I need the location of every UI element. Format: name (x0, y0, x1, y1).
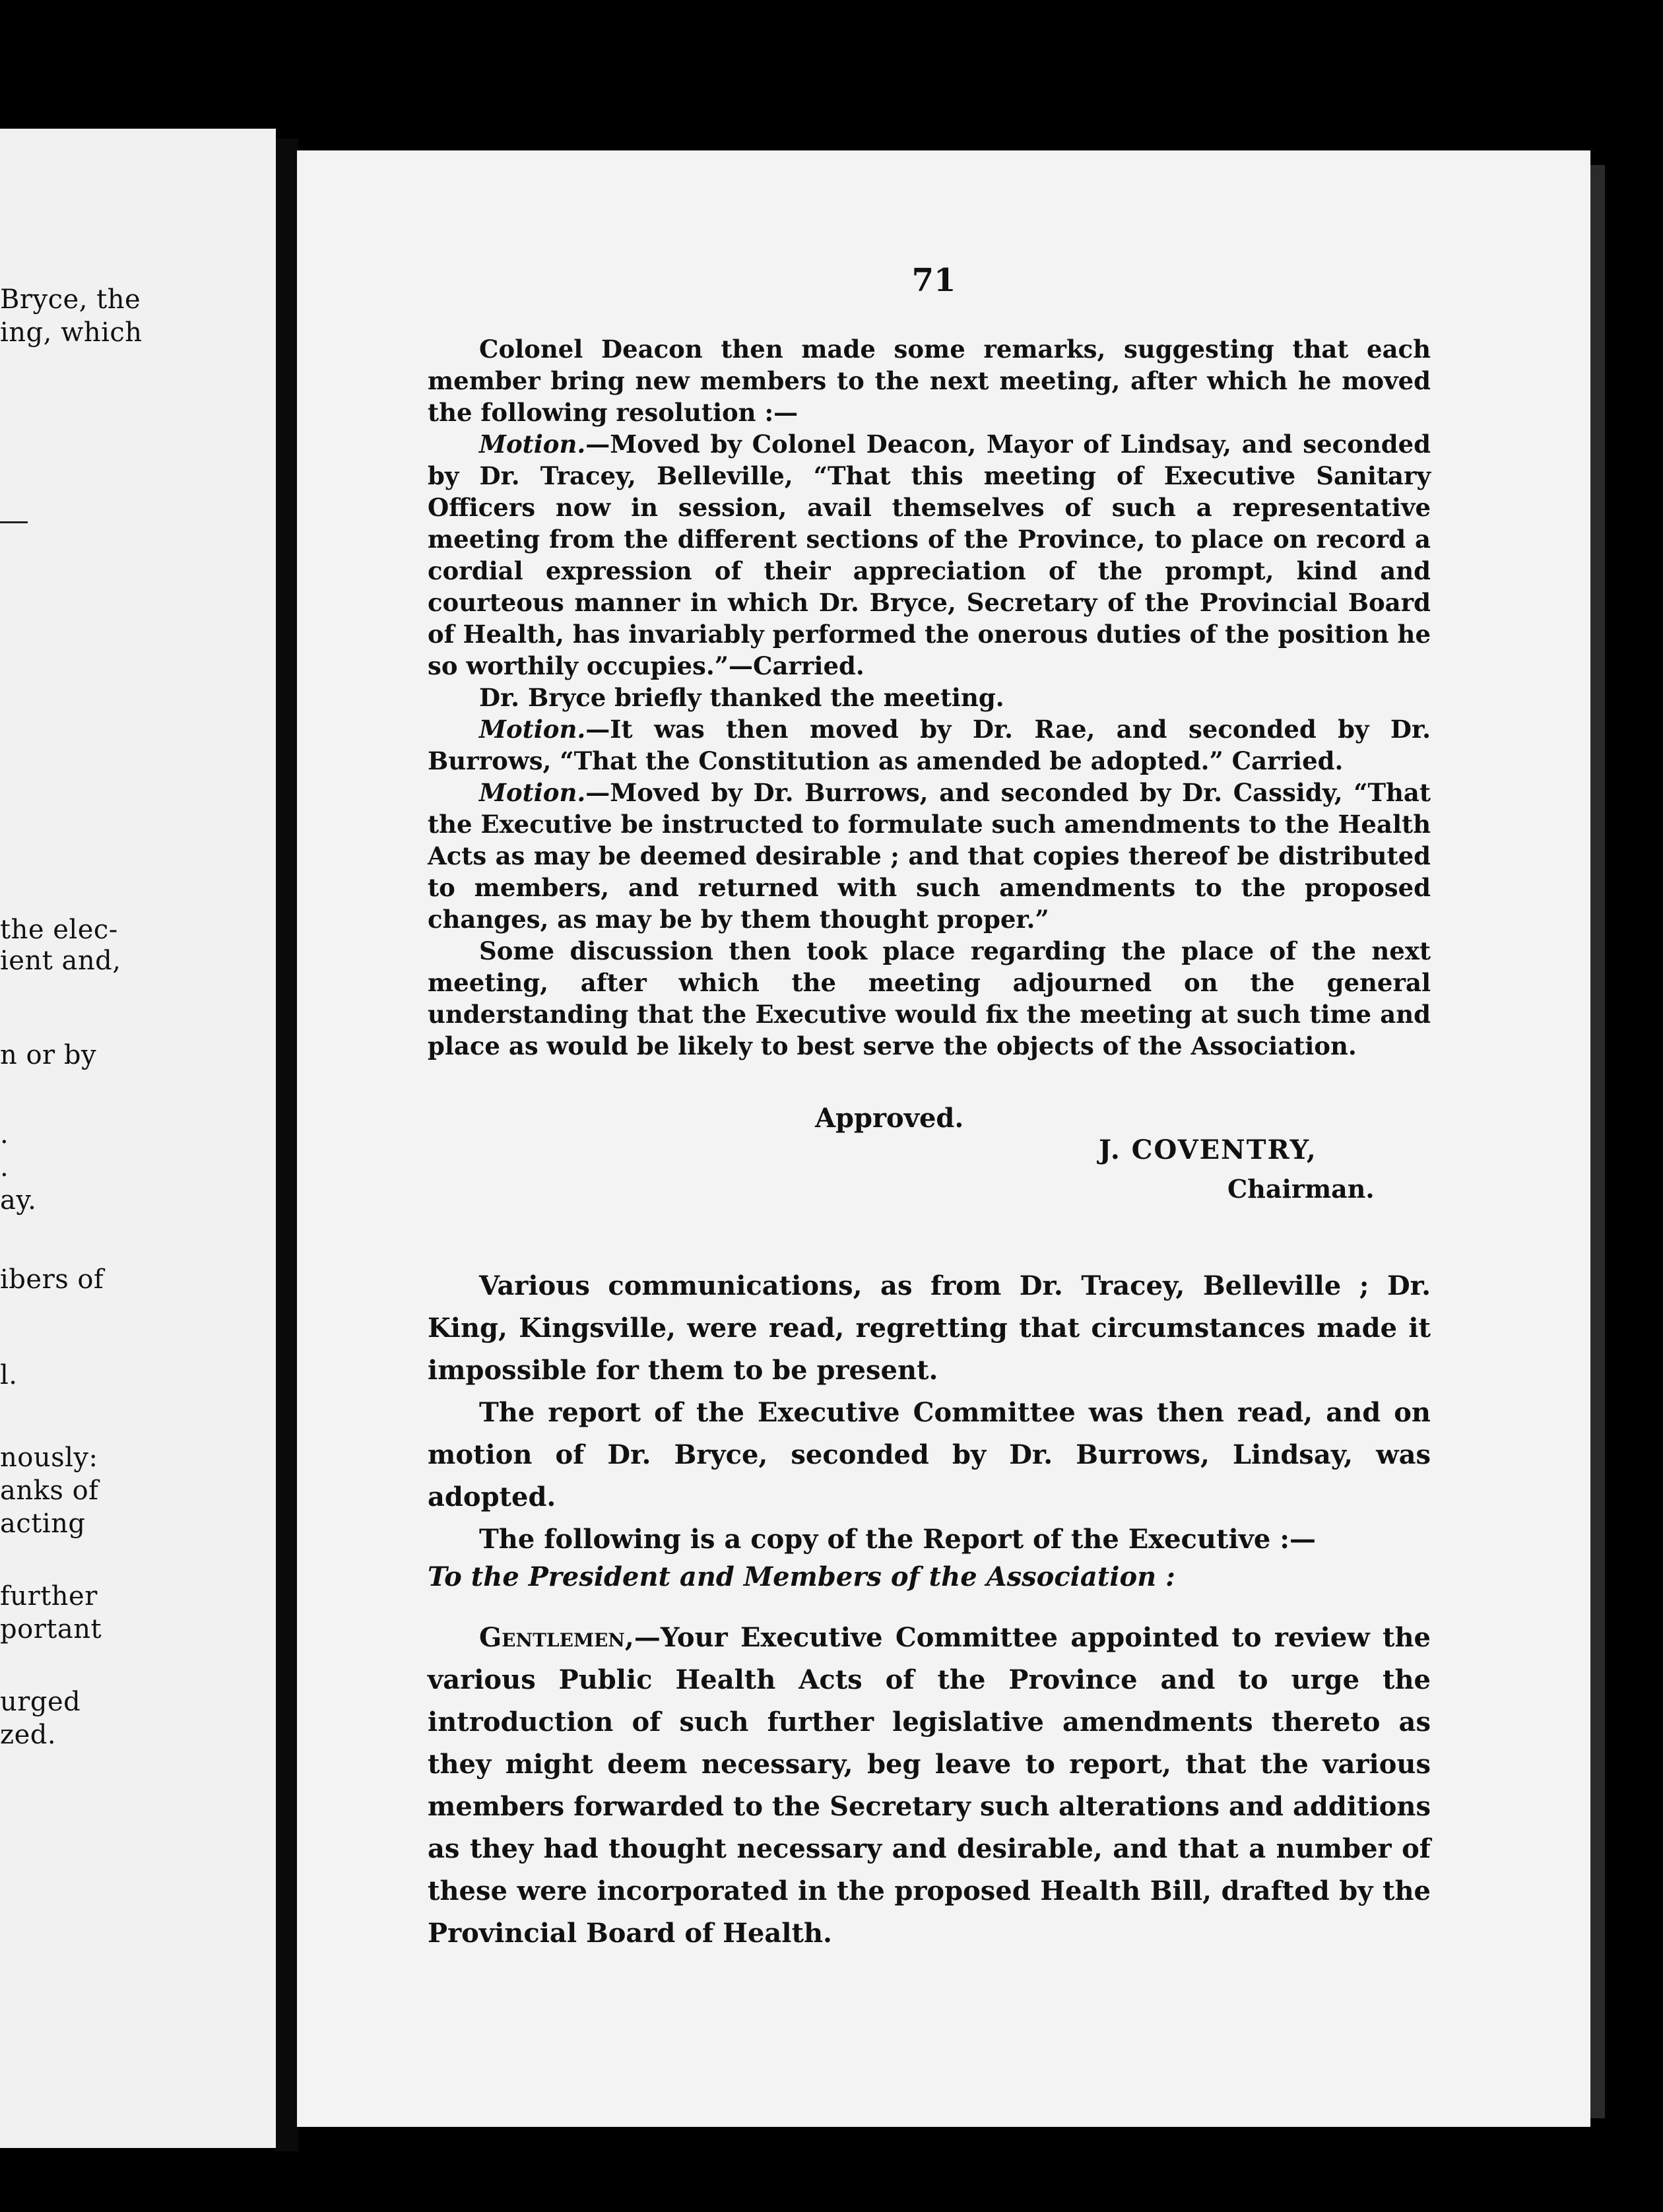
report-paragraph-3: The following is a copy of the Report of the Executive :— (479, 1524, 1317, 1555)
book-gutter (276, 139, 298, 2151)
facing-page-text-fragment: nously: (0, 1443, 98, 1473)
signer-name: J. COVENTRY, (1099, 1134, 1317, 1165)
motion-text: —It was then moved by Dr. Rae, and seconded by Dr. Burrows, “That the Constitution as amended be adopted.” Carried. (428, 715, 1431, 775)
page-number: 71 (911, 262, 956, 299)
report-body (428, 1617, 1431, 1955)
facing-page-text-fragment: ibers of (0, 1264, 104, 1295)
motion-label: Motion. (479, 430, 586, 459)
approved-label: Approved. (815, 1103, 964, 1134)
report-paragraph-4 (428, 1617, 1431, 1955)
minutes-motion-2 (428, 713, 1431, 777)
facing-page-text-fragment: anks of (0, 1476, 99, 1506)
facing-page-text-fragment: n or by (0, 1040, 97, 1070)
facing-page-text-fragment: Bryce, the (0, 284, 141, 315)
motion-text: —Moved by Dr. Burrows, and seconded by Dr. Cassidy, “That the Executive be instructed to formulate such amendments to the Health Acts as may be deemed desirable ; and that copies thereof be distributed to members, and returned with such amendments to the proposed changes, as may be by them thought proper.” (428, 778, 1431, 934)
report-intro (428, 1265, 1431, 1561)
facing-page-text-fragment: urged (0, 1687, 81, 1717)
facing-page-text-fragment: zed. (0, 1720, 57, 1750)
minutes-motion-3 (428, 777, 1431, 935)
facing-page-text-fragment: ing, which (0, 317, 143, 348)
facing-page-text-fragment: acting (0, 1509, 86, 1539)
report-paragraph-2: The report of the Executive Committee was then read, and on motion of Dr. Bryce, seconded by Dr. Burrows, Lindsay, was adopted. (428, 1397, 1431, 1513)
facing-page-text-fragment: ay. (0, 1185, 37, 1216)
report-address: To the President and Members of the Association : (428, 1561, 1175, 1592)
minutes-paragraph-1: Colonel Deacon then made some remarks, suggesting that each member bring new members to the next meeting, after which he moved the following resolution :— (428, 335, 1431, 427)
report-text: —Your Executive Committee appointed to review the various Public Health Acts of the Province and to urge the introduction of such further legislative amendments thereto as they might deem necessary, beg leave to report, that the various members forwarded to the Secretary such alterations and additions as they had thought necessary and desirable, and that a number of these were incorporated in the proposed Health Bill, drafted by the Provincial Board of Health. (428, 1622, 1431, 1949)
facing-page-text-fragment: the elec- (0, 915, 118, 945)
facing-page-text-fragment: ient and, (0, 946, 121, 976)
minutes-paragraph-3: Dr. Bryce briefly thanked the meeting. (479, 683, 1004, 712)
facing-page-fragment (0, 129, 276, 2148)
signer-title: Chairman. (1227, 1174, 1375, 1204)
salutation: Gentlemen, (479, 1622, 634, 1653)
motion-text: —Moved by Colonel Deacon, Mayor of Lindsay, and seconded by Dr. Tracey, Belleville, “That this meeting of Executive Sanitary Officers now in session, avail themselves of such a representative meeting from the different sections of the Province, to place on record a cordial expression of their appreciation of the prompt, kind and courteous manner in which Dr. Bryce, Secretary of the Provincial Board of Health, has invariably performed the onerous duties of the position he so worthily occupies.”—Carried. (428, 430, 1431, 680)
facing-page-text-fragment: further (0, 1581, 98, 1611)
facing-page-text-fragment: portant (0, 1614, 102, 1644)
motion-label: Motion. (479, 715, 586, 744)
facing-page-text-fragment: . (0, 1119, 9, 1150)
page-edge-shadow (1590, 165, 1605, 2118)
facing-page-text-fragment: . (0, 1152, 9, 1183)
meeting-minutes (428, 333, 1431, 1062)
report-paragraph-1: Various communications, as from Dr. Tracey, Belleville ; Dr. King, Kingsville, were read, regretting that circumstances made it impossible for them to be present. (428, 1270, 1431, 1386)
facing-page-text-fragment: l. (0, 1360, 18, 1390)
minutes-paragraph-6: Some discussion then took place regarding the place of the next meeting, after which the meeting adjourned on the general understanding that the Executive would fix the meeting at such time and place as would be likely to best serve the objects of the Association. (428, 936, 1431, 1060)
minutes-motion-1 (428, 428, 1431, 682)
section-divider (0, 521, 28, 523)
motion-label: Motion. (479, 778, 586, 807)
